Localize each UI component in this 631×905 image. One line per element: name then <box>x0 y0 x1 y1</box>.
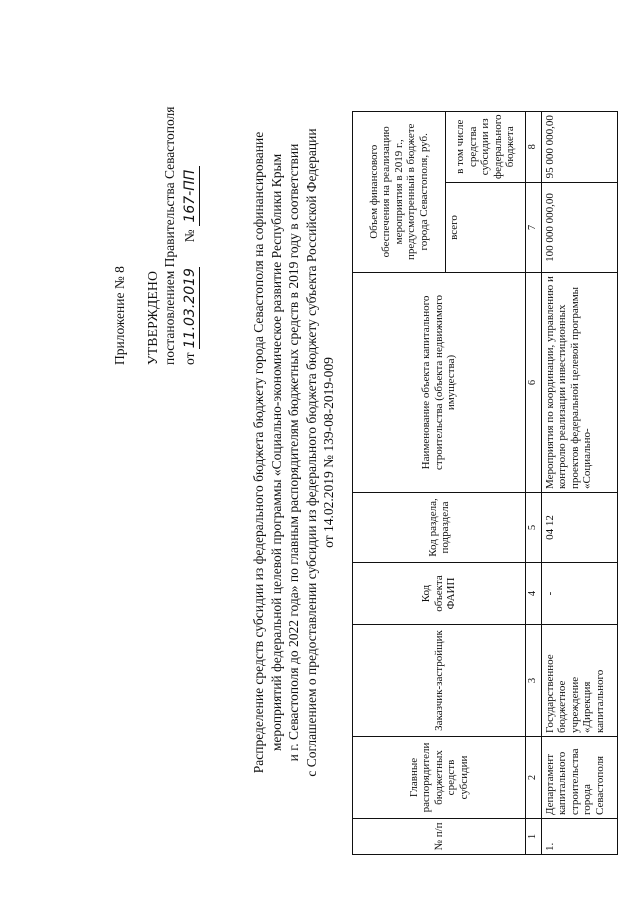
handwritten-number: 167-ПП <box>183 166 200 226</box>
column-number: 4 <box>526 563 542 625</box>
row-num: 1. <box>541 819 617 855</box>
table-row <box>541 111 617 854</box>
handwritten-date: 11.03.2019 <box>182 268 198 349</box>
header-section-code: Код раздела, подраздела <box>353 493 526 563</box>
approved-by-line: постановлением Правительства Севастополя <box>162 106 177 365</box>
row-total: 100 000 000,00 <box>541 183 617 273</box>
row-distributor: Департамент капитального строительства города Севастополя <box>541 737 617 819</box>
subsidy-table <box>352 111 618 855</box>
document-title <box>250 30 338 875</box>
title-line: и г. Севастополя до 2022 года» по главным распорядителям бюджетных средств в 2019 году в соответствии <box>286 143 302 762</box>
header-volume-group: Объем финансового обеспечения на реализацию мероприятия в 2019 г., предусмотренный в бюджете города Севастополя, руб. <box>353 111 446 272</box>
appendix-number: Приложение № 8 <box>112 266 127 365</box>
header-federal: в том числе средства субсидии из федерального бюджета <box>446 111 526 182</box>
row-section-code: 04 12 <box>541 493 617 563</box>
header-total: всего <box>446 183 526 273</box>
row-object-name: Мероприятия по координации, управлению и контролю реализации инвестиционных проектов федеральной целевой программы «Социально- <box>541 273 617 493</box>
number-prefix: № <box>182 229 197 243</box>
column-number: 2 <box>526 737 542 819</box>
column-number: 8 <box>526 111 542 182</box>
approved-label: УТВЕРЖДЕНО <box>145 270 160 365</box>
column-number: 7 <box>526 183 542 273</box>
title-line: от 14.02.2019 № 139-08-2019-009 <box>321 357 337 548</box>
header-customer: Заказчик-застройщик <box>353 625 526 737</box>
row-federal: 95 000 000,00 <box>541 111 617 182</box>
title-line: с Соглашением о предоставлении субсидии из федерального бюджета бюджету субъекта Российской Федерации <box>303 128 319 777</box>
row-faip-code: - <box>541 563 617 625</box>
header-row <box>353 111 446 854</box>
header-object-name: Наименование объекта капитального строительства (объекта недвижимого имущества) <box>353 273 526 493</box>
column-number: 1 <box>526 819 542 855</box>
header-distributor: Главные распорядители бюджетных средств субсидии <box>353 737 526 819</box>
header-faip-code: Код объекта ФАИП <box>353 563 526 625</box>
column-number-row <box>526 111 542 854</box>
column-number: 6 <box>526 273 542 493</box>
approval-date-line <box>182 166 200 365</box>
row-customer: Государственное бюджетное учреждение «Дирекция капитального <box>541 625 617 737</box>
column-number: 3 <box>526 625 542 737</box>
title-line: мероприятий федеральной целевой программы «Социально-экономическое развитие Республики Крым <box>268 153 284 752</box>
column-number: 5 <box>526 493 542 563</box>
from-prefix: от <box>182 352 197 365</box>
title-line: Распределение средств субсидии из федерального бюджета бюджету города Севастополя на софинансирование <box>251 131 266 774</box>
header-num: № п/п <box>353 819 526 855</box>
